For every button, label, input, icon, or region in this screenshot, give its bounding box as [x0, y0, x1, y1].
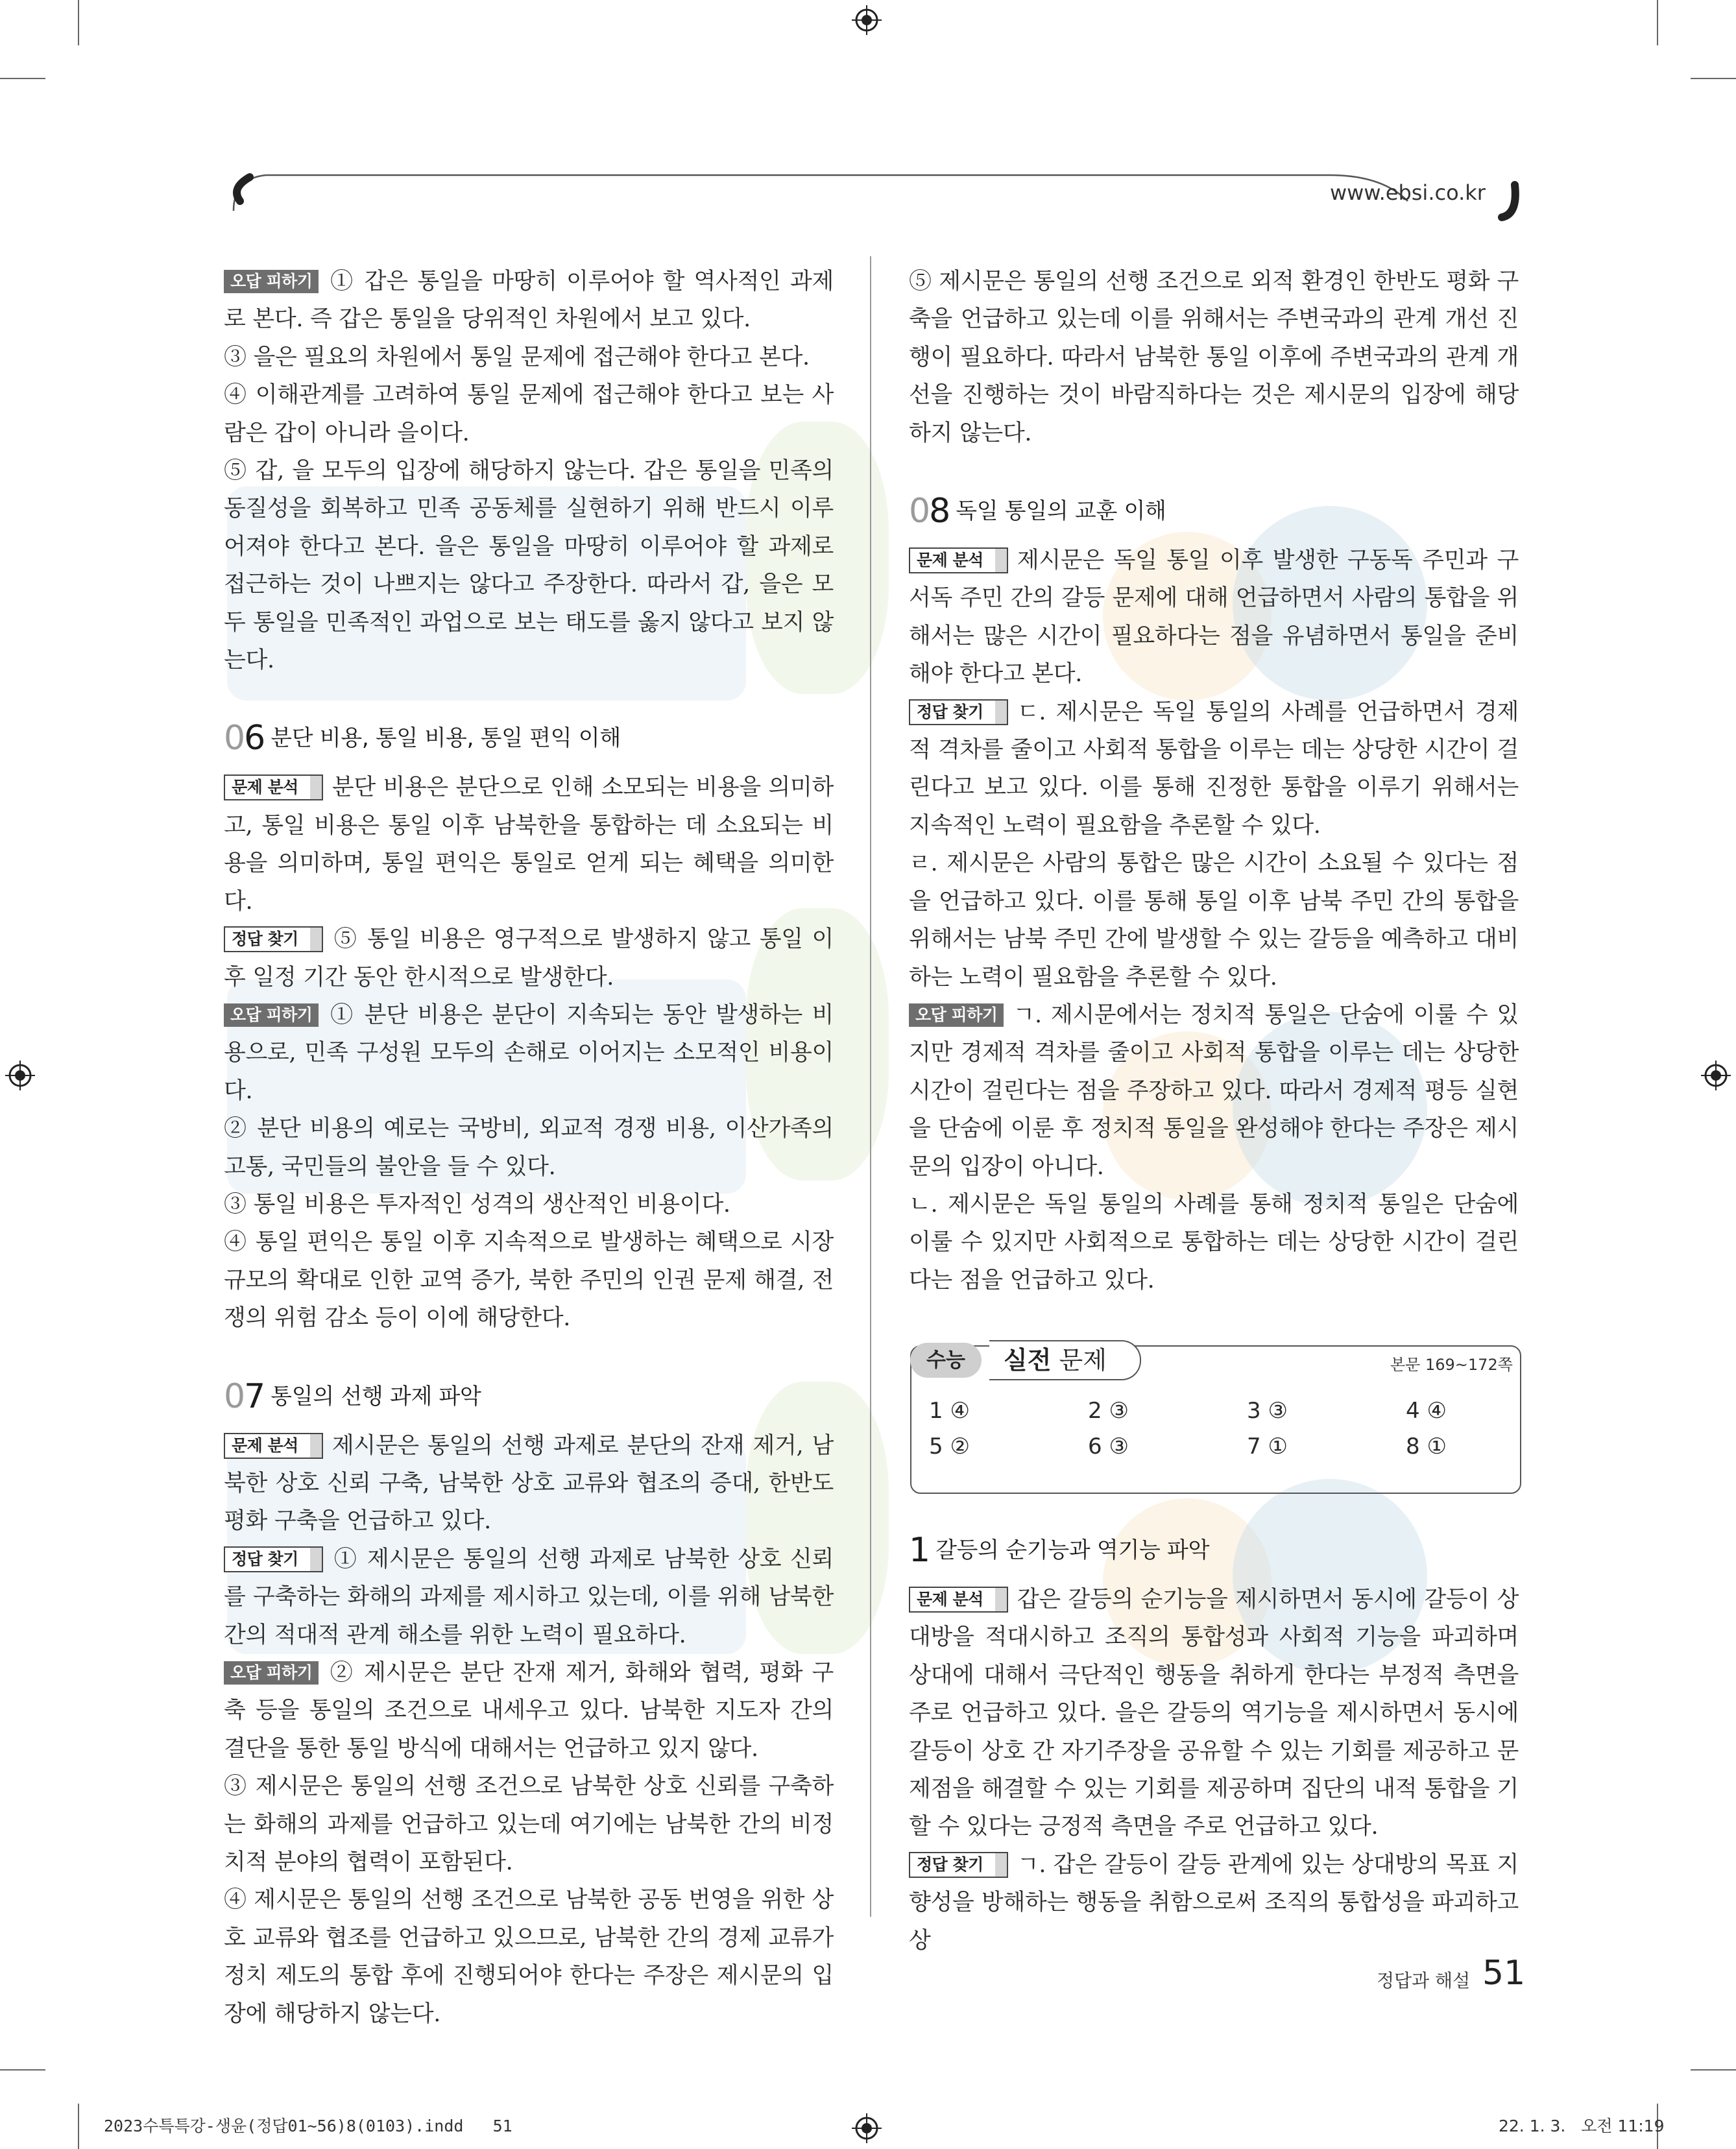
paragraph: 정답 찾기 ⑤ 통일 비용은 영구적으로 발생하지 않고 통일 이후 일정 기간 동안 한시적으로 발생한다.: [224, 926, 834, 990]
answer-item: 3 ③: [1247, 1398, 1288, 1424]
crop-mark: [0, 78, 45, 79]
paragraph: 오답 피하기 ① 분단 비용은 분단이 지속되는 동안 발생하는 비용으로, 민족 구성원 모두의 손해로 이어지는 소모적인 비용이다.: [224, 1002, 834, 1104]
print-timestamp: 22. 1. 3. 오전 11:19: [1499, 2117, 1665, 2135]
answer-item: 8 ①: [1406, 1434, 1447, 1459]
file-info: 2023수특특강-생윤(정답01~56)8(0103).indd 51: [104, 2117, 512, 2135]
registration-mark-icon: [852, 2113, 882, 2143]
crop-mark: [0, 2069, 45, 2071]
site-url: www.ebsi.co.kr: [1330, 180, 1486, 205]
registration-mark-icon: [1701, 1061, 1731, 1090]
paragraph: ④ 통일 편익은 통일 이후 지속적으로 발생하는 혜택으로 시장 규모의 확대로 인한 교역 증가, 북한 주민의 인권 문제 해결, 전쟁의 위험 감소 등이 이에 해당한다.: [224, 1229, 834, 1332]
paragraph: ㄹ. 제시문은 사람의 통합은 많은 시간이 소요될 수 있다는 점을 언급하고 있다. 이를 통해 통일 이후 남북 주민 간의 통합을 위해서는 남북 주민 간에 발생할 수 있는 갈등을 예측하고 대비하는 노력이 필요함을 추론할 수 있다.: [909, 850, 1519, 990]
crop-mark: [78, 2104, 79, 2149]
paragraph: 문제 분석 갑은 갈등의 순기능을 제시하면서 동시에 갈등이 상대방을 적대시하고 조직의 통합성과 사회적 기능을 파괴하며 상대에 대해서 극단적인 행동을 취하게 한다는 부정적 측면을 주로 언급하고 있다. 을은 갈등의 역기능을 제시하면서 동시에 갈등이 상호 간 자기주장을 공유할 수 있는 기회를 제공하고 문제점을 해결할 수 있는 기회를 제공하며 집단의 내적 통합을 기할 수 있다는 긍정적 측면을 주로 언급하고 있다.: [909, 1587, 1519, 1840]
paragraph: ㄴ. 제시문은 독일 통일의 사례를 통해 정치적 통일은 단숨에 이룰 수 있지만 사회적으로 통합하는 데는 상당한 시간이 걸린다는 점을 언급하고 있다.: [909, 1191, 1519, 1293]
paragraph: 오답 피하기 ② 제시문은 분단 잔재 제거, 화해와 협력, 평화 구축 등을 통일의 조건으로 내세우고 있다. 남북한 지도자 간의 결단을 통한 통일 방식에 대해서는 언급하고 있지 않다.: [224, 1660, 834, 1762]
left-column: [224, 263, 834, 2033]
paragraph: 정답 찾기 ㄷ. 제시문은 독일 통일의 사례를 언급하면서 경제적 격차를 줄이고 사회적 통합을 이루는 데는 상당한 시간이 걸린다고 보고 있다. 이를 통해 진정한 통합을 이루기 위해서는 지속적인 노력이 필요함을 추론할 수 있다.: [909, 699, 1519, 839]
tag-problem-analysis: 문제 분석: [909, 547, 1008, 573]
tag-find-answer: 정답 찾기: [224, 1546, 323, 1572]
footer-section-label: 정답과 해설: [1377, 1970, 1471, 1991]
paragraph: 문제 분석 제시문은 독일 통일 이후 발생한 구동독 주민과 구서독 주민 간의 갈등 문제에 대해 언급하면서 사람의 통합을 위해서는 많은 시간이 필요하다는 점을 유념하면서 통일을 준비해야 한다고 본다.: [909, 547, 1519, 688]
answer-item: 5 ②: [929, 1434, 970, 1459]
paragraph: 오답 피하기 ㄱ. 제시문에서는 정치적 통일은 단숨에 이룰 수 있지만 경제적 격차를 줄이고 사회적 통합을 이루는 데는 상당한 시간이 걸린다는 점을 주장하고 있다. 따라서 경제적 평등 실현을 단숨에 이룬 후 정치적 통일을 완성해야 한다는 주장은 제시문의 입장이 아니다.: [909, 1002, 1519, 1180]
registration-mark-icon: [852, 5, 882, 35]
suneung-badge: 수능: [910, 1343, 982, 1378]
paragraph: ⑤ 제시문은 통일의 선행 조건으로 외적 환경인 한반도 평화 구축을 언급하고 있는데 이를 위해서는 주변국과의 관계 개선 진행이 필요하다. 따라서 남북한 통일 이후에 주변국과의 관계 개선을 진행하는 것이 바람직하다는 것은 제시문의 입장에 해당하지 않는다.: [909, 269, 1519, 446]
tag-avoid-wrong: 오답 피하기: [909, 1003, 1004, 1027]
paragraph: ③ 을은 필요의 차원에서 통일 문제에 접근해야 한다고 본다.: [224, 344, 810, 370]
paragraph: 정답 찾기 ㄱ. 갑은 갈등이 갈등 관계에 있는 상대방의 목표 지향성을 방해하는 행동을 취함으로써 조직의 통합성을 파괴하고 상: [909, 1851, 1519, 1954]
section-title: 갈등의 순기능과 역기능 파악: [935, 1537, 1210, 1563]
right-column: [909, 263, 1519, 1299]
section-heading-06: 06 분단 비용, 통일 비용, 통일 편익 이해: [224, 719, 621, 758]
answer-item: 4 ④: [1406, 1398, 1447, 1424]
paragraph: 오답 피하기 ① 갑은 통일을 마땅히 이루어야 할 역사적인 과제로 본다. 즉 갑은 통일을 당위적인 차원에서 보고 있다.: [224, 269, 834, 333]
paragraph: ⑤ 갑, 을 모두의 입장에 해당하지 않는다. 갑은 통일을 민족의 동질성을 회복하고 민족 공동체를 실현하기 위해 반드시 이루어져야 한다고 본다. 을은 통일을 마땅히 이루어야 할 과제로 접근하는 것이 나쁘지는 않다고 주장한다. 따라서 갑, 을은 모두 통일을 민족적인 과업으로 보는 태도를 옳지 않다고 보지 않는다.: [224, 458, 834, 674]
tag-avoid-wrong: 오답 피하기: [224, 1661, 319, 1685]
answer-item: 2 ③: [1088, 1398, 1129, 1424]
answer-item: 1 ④: [929, 1398, 970, 1424]
page-number: 51: [1482, 1954, 1526, 1993]
paragraph: ③ 통일 비용은 투자적인 성격의 생산적인 비용이다.: [224, 1191, 730, 1218]
tag-find-answer: 정답 찾기: [224, 926, 323, 952]
tag-problem-analysis: 문제 분석: [909, 1587, 1008, 1613]
tag-avoid-wrong: 오답 피하기: [224, 1003, 319, 1027]
tag-avoid-wrong: 오답 피하기: [224, 270, 319, 293]
answer-box-title: 실전 문제: [989, 1340, 1141, 1380]
section-heading-1: 1 갈등의 순기능과 역기능 파악: [909, 1531, 1210, 1570]
section-title: 통일의 선행 과제 파악: [271, 1383, 481, 1410]
crop-mark: [1691, 78, 1736, 79]
tag-problem-analysis: 문제 분석: [224, 774, 323, 800]
tag-problem-analysis: 문제 분석: [224, 1433, 323, 1459]
answer-item: 6 ③: [1088, 1434, 1129, 1459]
right-column-lower: [909, 1528, 1519, 1960]
paragraph: ② 분단 비용의 예로는 국방비, 외교적 경쟁 비용, 이산가족의 고통, 국민들의 불안을 들 수 있다.: [224, 1116, 834, 1180]
section-heading-08: 08 독일 통일의 교훈 이해: [909, 492, 1166, 531]
answer-item: 7 ①: [1247, 1434, 1288, 1459]
paragraph: ③ 제시문은 통일의 선행 조건으로 남북한 상호 신뢰를 구축하는 화해의 과제를 언급하고 있는데 여기에는 남북한 간의 비정치적 분야의 협력이 포함된다.: [224, 1773, 834, 1876]
tag-find-answer: 정답 찾기: [909, 699, 1008, 725]
column-divider: [870, 256, 871, 1917]
registration-mark-icon: [5, 1061, 35, 1090]
section-title: 독일 통일의 교훈 이해: [956, 498, 1166, 525]
paragraph: 문제 분석 분단 비용은 분단으로 인해 소모되는 비용을 의미하고, 통일 비용은 통일 이후 남북한을 통합하는 데 소요되는 비용을 의미하며, 통일 편익은 통일로 얻게 되는 혜택을 의미한다.: [224, 774, 834, 915]
section-title: 분단 비용, 통일 비용, 통일 편익 이해: [271, 725, 621, 752]
paragraph: 문제 분석 제시문은 통일의 선행 과제로 분단의 잔재 제거, 남북한 상호 신뢰 구축, 남북한 상호 교류와 협조의 증대, 한반도 평화 구축을 언급하고 있다.: [224, 1432, 834, 1535]
paragraph: ④ 이해관계를 고려하여 통일 문제에 접근해야 한다고 보는 사람은 갑이 아니라 을이다.: [224, 382, 834, 446]
crop-mark: [1657, 0, 1658, 45]
crop-mark: [1691, 2069, 1736, 2071]
crop-mark: [78, 0, 79, 45]
section-heading-07: 07 통일의 선행 과제 파악: [224, 1376, 481, 1416]
paragraph: 정답 찾기 ① 제시문은 통일의 선행 과제로 남북한 상호 신뢰를 구축하는 화해의 과제를 제시하고 있는데, 이를 위해 남북한 간의 적대적 관계 해소를 위한 노력이 필요하다.: [224, 1546, 834, 1648]
page-range: 본문 169~172쪽: [1390, 1356, 1513, 1374]
tag-find-answer: 정답 찾기: [909, 1852, 1008, 1878]
paragraph: ④ 제시문은 통일의 선행 조건으로 남북한 공동 번영을 위한 상호 교류와 협조를 언급하고 있으므로, 남북한 간의 경제 교류가 정치 제도의 통합 후에 진행되어야 한다는 주장은 제시문의 입장에 해당하지 않는다.: [224, 1887, 834, 2027]
